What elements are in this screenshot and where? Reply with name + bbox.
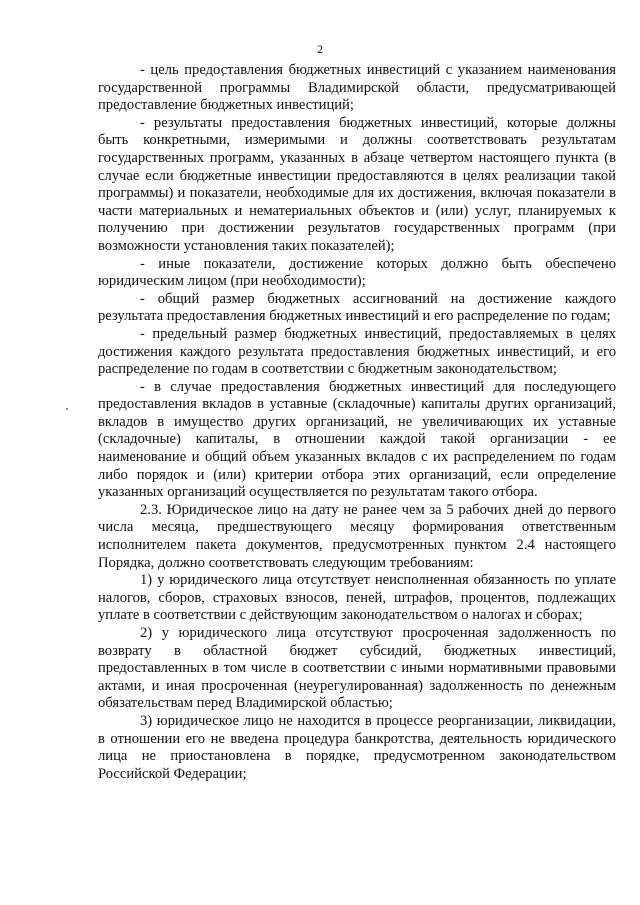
scan-speck: [66, 408, 68, 410]
paragraph-requirement-1: 1) у юридического лица отсутствует неисполненная обязанность по уплате налогов, сборов, страховых взносов, пеней, штрафов, процентов, подлежащих уплате в соответствии с действующим законодательством о налогах и сборах;: [98, 572, 616, 624]
page-number: 2: [317, 42, 323, 56]
paragraph-contributions: - в случае предоставления бюджетных инвестиций для последующего предоставления вкладов в уставные (складочные) капиталы других организаций, вкладов в имущество других организаций, не увеличивающих их уставные (складочные) капиталы, в отношении каждой такой организации - ее наименование и общий объем указанных вкладов с их распределением по годам либо порядок и (или) критерии отбора этих организаций, если определение указанных организаций осуществляется по результатам такого отбора.: [98, 378, 616, 501]
paragraph-goal: - цель предоставления бюджетных инвестиций с указанием наименования государственной программы Владимирской области, предусматривающей предоставление бюджетных инвестиций;: [98, 62, 616, 114]
paragraph-total-allocations: - общий размер бюджетных ассигнований на достижение каждого результата предоставления бюджетных инвестиций и его распределение по годам;: [98, 290, 616, 325]
paragraph-requirement-2: 2) у юридического лица отсутствуют просроченная задолженность по возврату в областной бюджет субсидий, бюджетных инвестиций, предоставленных в том числе в соответствии с иными нормативными правовыми актами, и иная просроченная (неурегулированная) задолженность по денежным обязательствам перед Владимирской областью;: [98, 625, 616, 712]
document-body: [98, 62, 616, 783]
paragraph-max-investment: - предельный размер бюджетных инвестиций, предоставляемых в целях достижения каждого результата предоставления бюджетных инвестиций, и его распределение по годам в соответствии с бюджетным законодательством;: [98, 325, 616, 378]
paragraph-section-2-3: 2.3. Юридическое лицо на дату не ранее чем за 5 рабочих дней до первого числа месяца, предшествующего месяцу формирования ответственным исполнителем пакета документов, предусмотренных пунктом 2.4 настоящего Порядка, должно соответствовать следующим требованиям:: [98, 501, 616, 571]
paragraph-results: - результаты предоставления бюджетных инвестиций, которые должны быть конкретными, измеримыми и должны соответствовать результатам государственных программ, указанных в абзаце четвертом настоящего пункта (в случае если бюджетные инвестиции предоставляются в целях реализации такой программы) и показатели, необходимые для их достижения, включая показатели в части материальных и нематериальных объектов и (или) услуг, планируемых к получению при достижении результатов государственных программ (при возможности установления таких показателей);: [98, 114, 616, 254]
paragraph-requirement-3: 3) юридическое лицо не находится в процессе реорганизации, ликвидации, в отношении его не введена процедура банкротства, деятельность юридического лица не приостановлена в порядке, предусмотренном законодательством Российской Федерации;: [98, 712, 616, 782]
paragraph-other-indicators: - иные показатели, достижение которых должно быть обеспечено юридическим лицом (при необходимости);: [98, 255, 616, 290]
